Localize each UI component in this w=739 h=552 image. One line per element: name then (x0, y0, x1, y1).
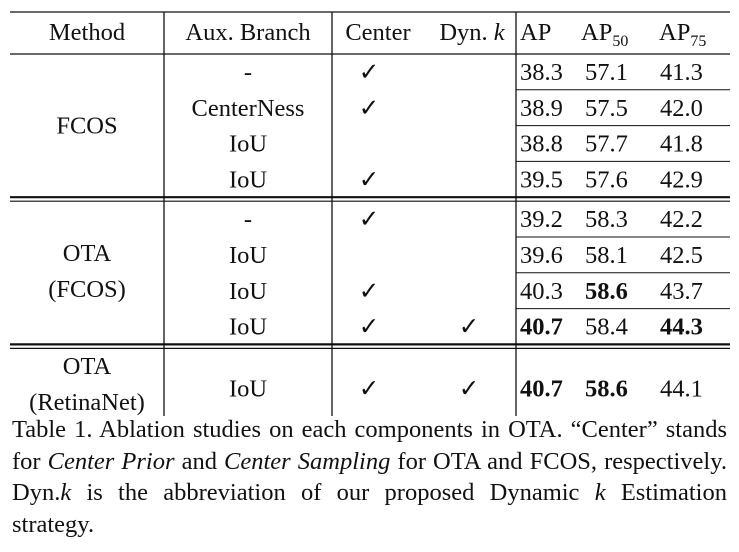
cell-ap75: 42.0 (660, 94, 703, 122)
caption-text-4: is the abbreviation of our proposed Dynamic (71, 479, 595, 506)
cell-method: OTA (62, 239, 112, 267)
check-mark-dyn-k: ✓ (458, 313, 480, 341)
check-mark-center: ✓ (358, 166, 380, 194)
cell-ap50: 58.3 (585, 206, 628, 234)
cell-ap50: 57.1 (585, 59, 628, 86)
cell-ap75: 41.3 (660, 59, 703, 86)
cell-ap50: 58.1 (585, 242, 628, 269)
check-mark-center: ✓ (358, 277, 380, 305)
header-ap75: $AP_{75}$ (659, 19, 707, 50)
cell-aux-branch: CenterNess (191, 94, 305, 122)
cell-ap50: 57.6 (585, 166, 628, 194)
caption-text-3: for OTA and FCOS, respectively. Dyn. (12, 447, 727, 506)
cell-aux-branch: IoU (228, 277, 268, 305)
cell-ap: 39.5 (520, 166, 563, 194)
cell-ap50: 58.6 (585, 277, 628, 305)
cell-aux-branch: - (243, 59, 253, 86)
cell-ap75: 44.3 (660, 313, 703, 341)
header-aux-branch: Aux. Branch (185, 19, 311, 46)
cell-ap: 39.6 (520, 242, 563, 269)
check-mark-dyn-k: ✓ (458, 375, 480, 403)
cell-ap75: 41.8 (660, 130, 703, 158)
cell-ap: 38.9 (520, 94, 563, 122)
cell-ap75: 42.9 (660, 166, 703, 194)
table-caption (12, 414, 727, 540)
cell-ap75: 42.5 (660, 242, 703, 269)
header-ap: AP (520, 19, 552, 46)
cell-ap: 39.2 (520, 206, 563, 234)
caption-text-5: Estimation strategy. (12, 479, 727, 538)
cell-ap: 38.8 (520, 130, 563, 158)
cell-method: (FCOS) (48, 275, 126, 303)
cell-ap: 38.3 (520, 59, 563, 86)
check-mark-center: ✓ (358, 375, 380, 403)
cell-ap50: 58.4 (585, 313, 628, 341)
cell-ap50: 58.6 (585, 375, 628, 403)
cell-aux-branch: - (243, 206, 253, 234)
cell-ap: 40.7 (520, 313, 563, 341)
caption-emphasis-center-prior: Center Prior (47, 447, 175, 475)
cell-aux-branch: IoU (228, 375, 268, 403)
check-mark-center: ✓ (358, 313, 380, 341)
cell-method: FCOS (56, 112, 118, 140)
caption-emphasis-center-sampling: Center Sampling (224, 447, 391, 475)
check-mark-center: ✓ (358, 59, 380, 86)
cell-ap50: 57.5 (585, 94, 628, 122)
caption-text-1: Table 1. Ablation studies on each components in OTA. “Center” stands for (12, 416, 727, 475)
cell-aux-branch: IoU (228, 242, 268, 269)
check-mark-center: ✓ (358, 94, 380, 122)
cell-ap75: 42.2 (660, 206, 703, 234)
cell-ap: 40.7 (520, 375, 563, 403)
cell-aux-branch: IoU (228, 166, 268, 194)
caption-variable-k: k (60, 479, 72, 506)
caption-text-2: and (174, 447, 225, 475)
header-ap50: $AP_{50}$ (581, 19, 629, 50)
header-dyn-k: Dyn. k (439, 19, 505, 46)
check-mark-center: ✓ (358, 206, 380, 234)
cell-method: (RetinaNet) (29, 388, 145, 416)
cell-aux-branch: IoU (228, 130, 268, 158)
cell-ap50: 57.7 (585, 130, 628, 158)
ablation-table (10, 10, 730, 416)
cell-ap: 40.3 (520, 277, 563, 305)
cell-aux-branch: IoU (228, 313, 268, 341)
cell-ap75: 44.1 (660, 375, 703, 403)
caption-variable-k: k (594, 479, 606, 506)
cell-method: OTA (62, 352, 112, 380)
header-method: Method (48, 19, 126, 46)
header-center: Center (345, 19, 411, 46)
cell-ap75: 43.7 (660, 277, 703, 305)
